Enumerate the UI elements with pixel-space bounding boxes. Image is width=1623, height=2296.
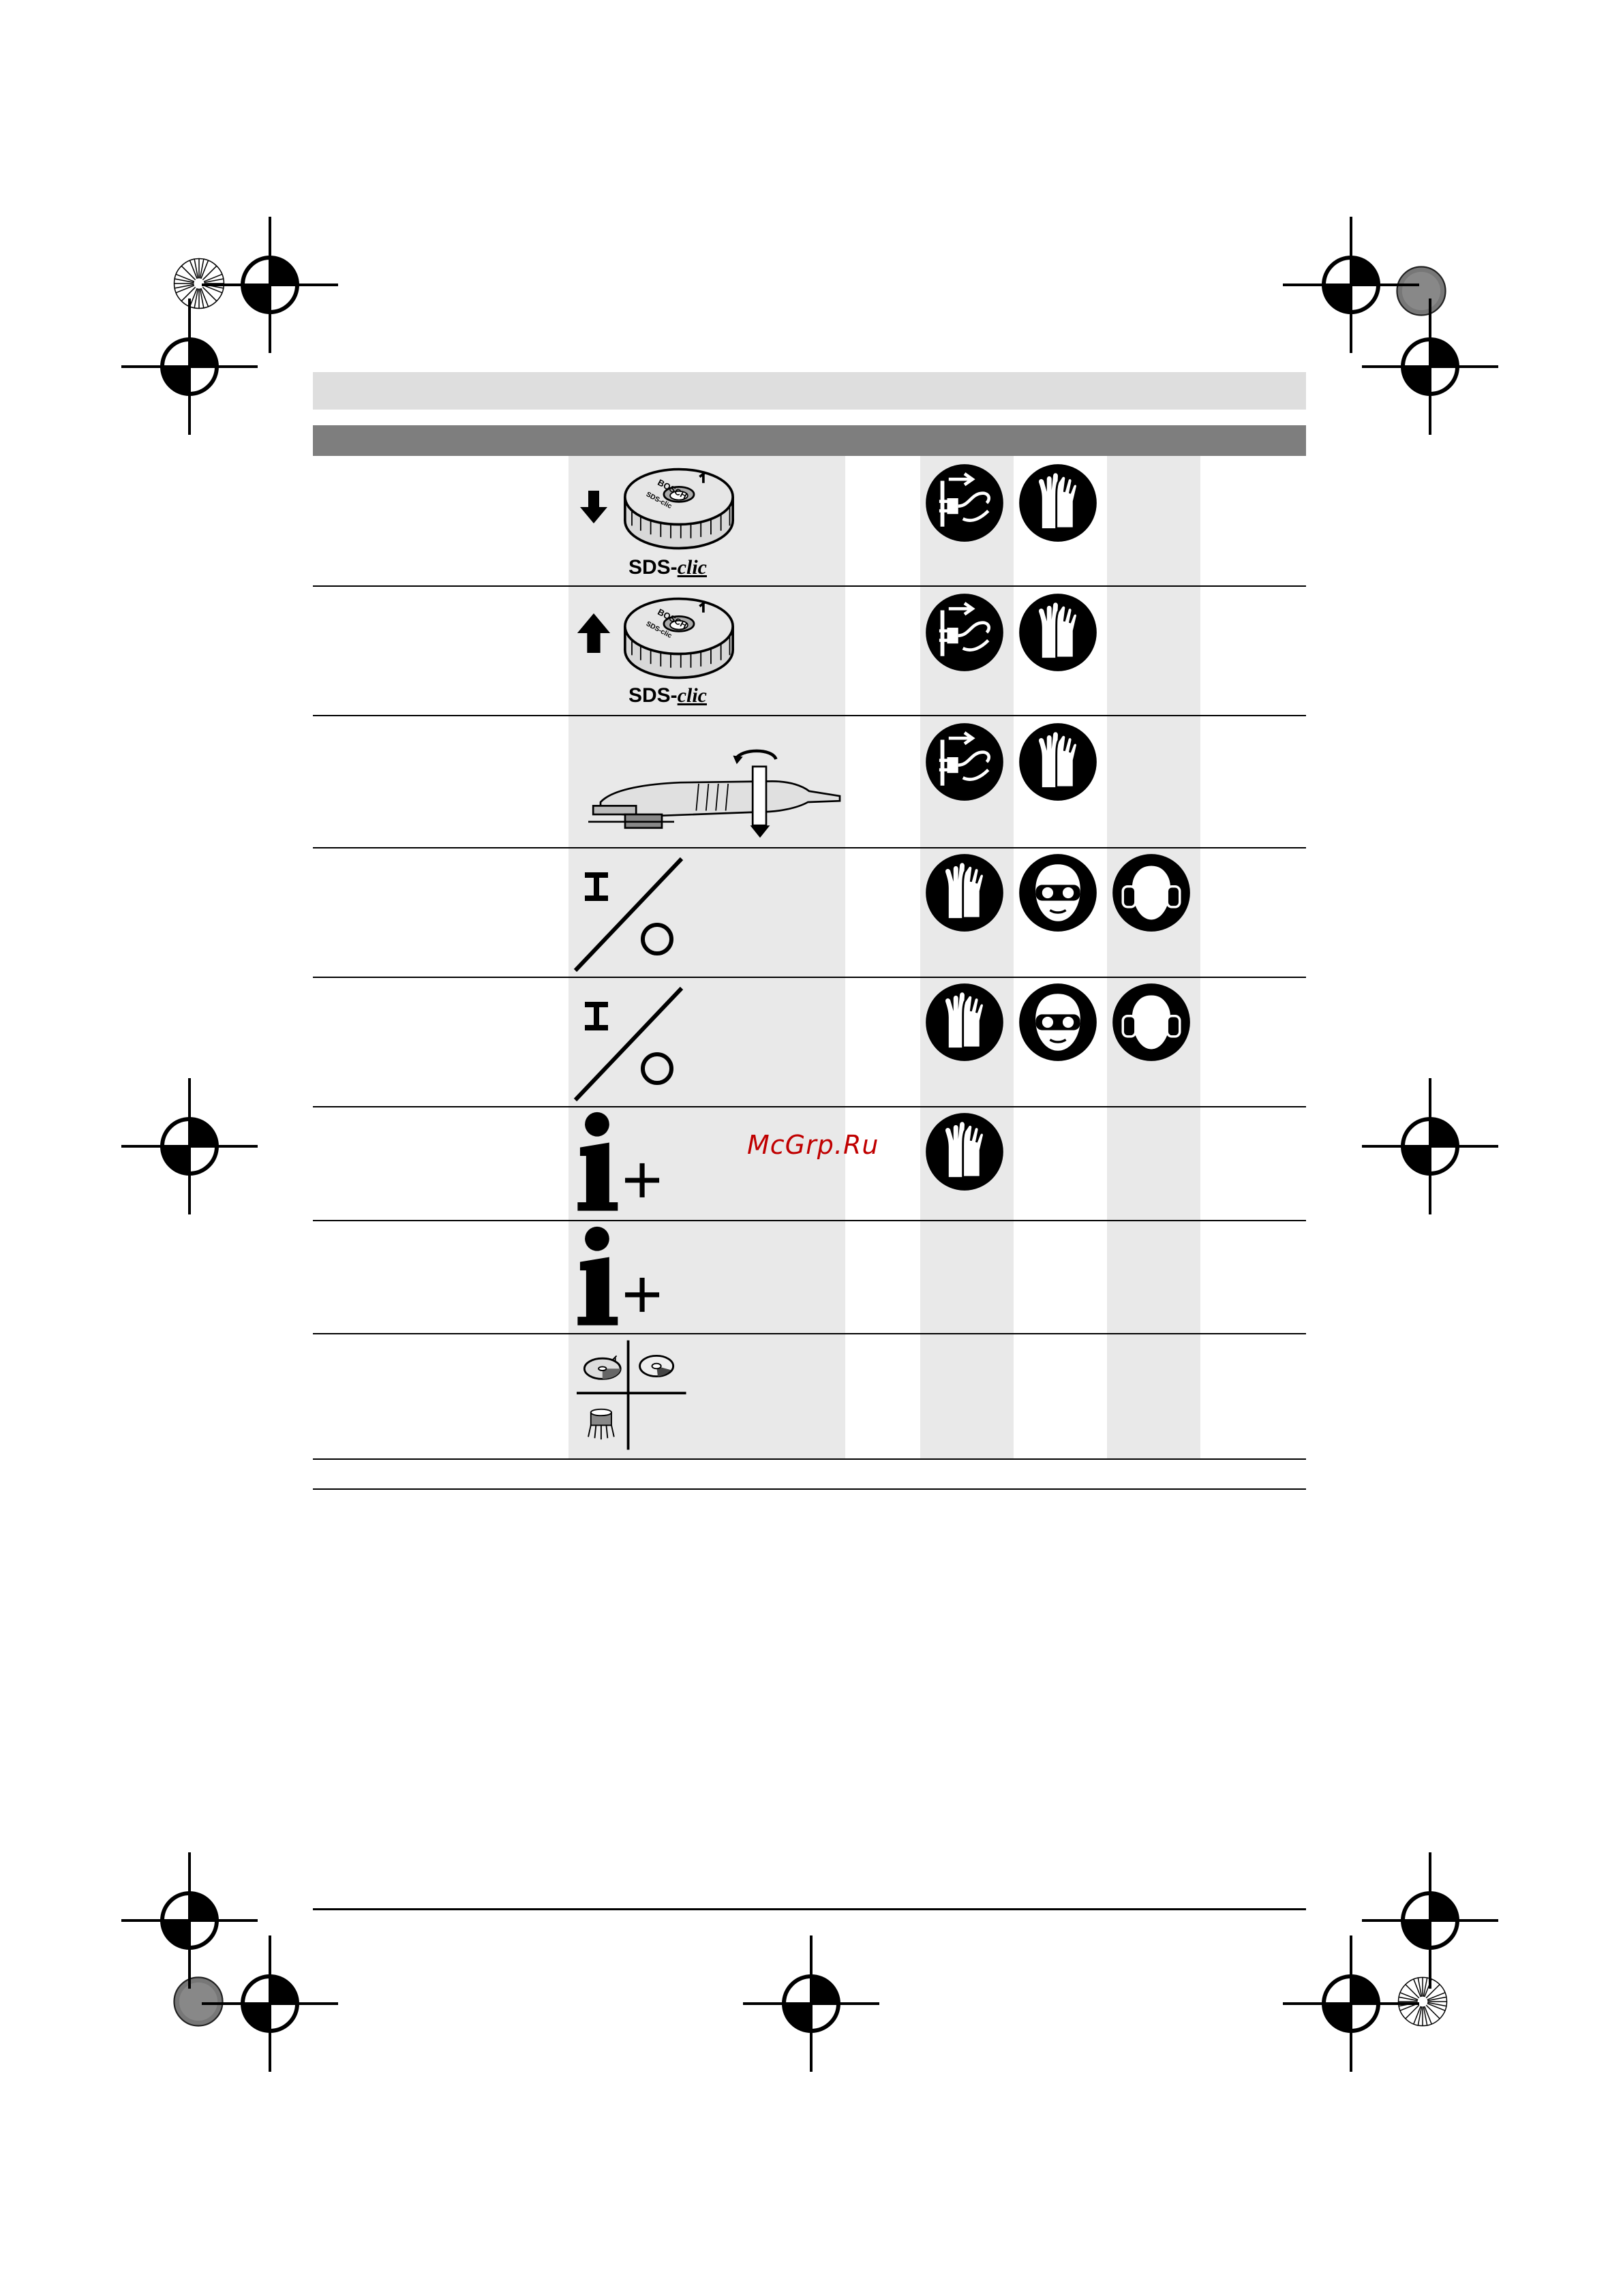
sds-clic-nut-illustration — [619, 587, 739, 682]
registration-mark-icon — [743, 1935, 879, 2072]
wear-gloves-icon — [925, 983, 1004, 1062]
row-divider — [313, 1106, 1306, 1107]
wear-eye-protection-icon — [1018, 983, 1097, 1062]
wear-gloves-icon — [1018, 722, 1097, 801]
unplug-before-work-icon — [925, 463, 1004, 542]
unplug-before-work-icon — [925, 593, 1004, 672]
arrow-up-icon — [577, 613, 611, 653]
row-divider — [313, 715, 1306, 716]
wear-ear-protection-icon — [1112, 853, 1191, 932]
more-information-icon — [574, 1111, 665, 1214]
wear-gloves-icon — [1018, 593, 1097, 672]
header-band-light — [313, 372, 1306, 410]
wear-gloves-icon — [925, 853, 1004, 932]
row-divider — [313, 1458, 1306, 1460]
row-divider — [313, 585, 1306, 587]
angle-grinder-illustration — [574, 722, 860, 845]
sds-clic-nut-illustration — [619, 458, 739, 552]
registration-mark-icon — [1362, 299, 1498, 435]
registration-mark-icon — [121, 1078, 258, 1214]
arrow-down-icon — [577, 491, 611, 523]
registration-mark-icon — [121, 299, 258, 435]
on-off-switch-icon — [571, 853, 694, 976]
row-divider — [313, 1333, 1306, 1334]
more-information-icon — [574, 1225, 665, 1329]
wear-gloves-icon — [925, 1112, 1004, 1191]
sds-clic-label: SDS-clic — [628, 556, 707, 579]
sds-clic-label: SDS-clic — [628, 684, 707, 707]
wear-gloves-icon — [1018, 463, 1097, 542]
wear-eye-protection-icon — [1018, 853, 1097, 932]
sign-column-3 — [1107, 456, 1200, 1458]
registration-mark-icon — [1362, 1078, 1498, 1214]
row-divider — [313, 847, 1306, 848]
row-divider — [313, 977, 1306, 978]
unplug-before-work-icon — [925, 722, 1004, 801]
header-band-dark — [313, 425, 1306, 456]
table-bottom-line — [313, 1488, 1306, 1490]
wear-ear-protection-icon — [1112, 983, 1191, 1062]
accessories-illustration — [577, 1340, 693, 1450]
on-off-switch-icon — [571, 983, 694, 1105]
registration-mark-icon — [1283, 1935, 1419, 2072]
footer-rule — [313, 1908, 1306, 1910]
watermark: McGrp.Ru — [747, 1130, 879, 1160]
row-divider — [313, 1220, 1306, 1221]
registration-mark-icon — [202, 1935, 338, 2072]
